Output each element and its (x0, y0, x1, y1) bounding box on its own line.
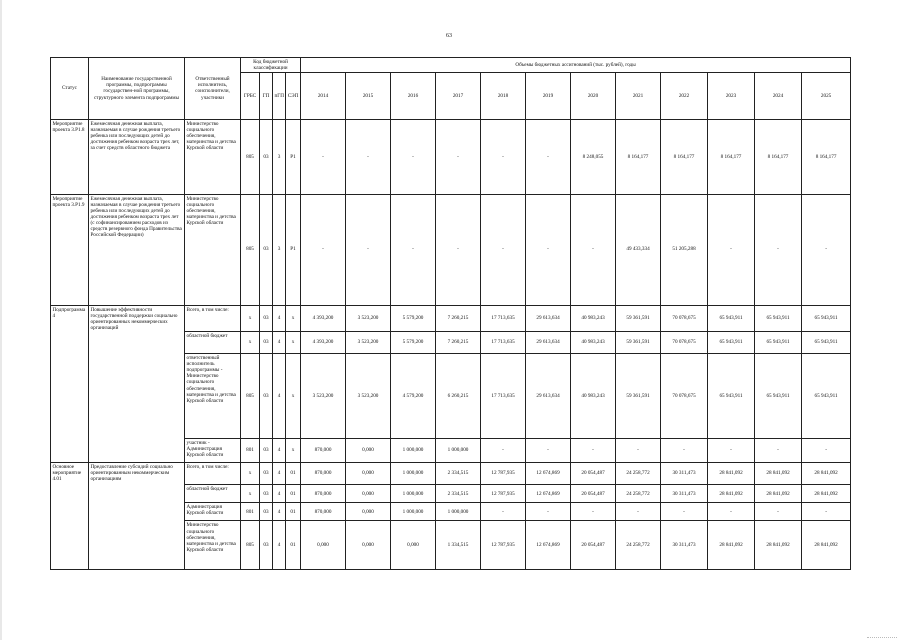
header-budget-volumes: Объемы бюджетных ассигнований (тыс. рублей), годы (301, 58, 851, 73)
executor-cell: Всего, в том числе: (185, 462, 241, 484)
header-name: Наименование государственной программы, подпрограммы государствен-ной программы, структурного элемента подпрограммы (89, 58, 185, 120)
value-cell: 4 393,200 (301, 331, 346, 353)
code-cell: Р1 (286, 119, 301, 194)
value-cell: 40 983,243 (571, 305, 616, 331)
code-cell: х (241, 331, 260, 353)
value-cell: 1 000,000 (391, 462, 436, 484)
value-cell: 65 943,911 (755, 353, 802, 438)
value-cell: - (481, 438, 526, 462)
value-cell: 1 334,515 (436, 521, 481, 570)
code-cell: 01 (286, 503, 301, 521)
value-cell: 1 000,000 (391, 503, 436, 521)
value-cell: - (481, 503, 526, 521)
value-cell: 1 000,000 (391, 485, 436, 503)
value-cell: 65 943,911 (755, 305, 802, 331)
value-cell: 28 841,092 (755, 485, 802, 503)
value-cell: 1 000,000 (391, 438, 436, 462)
code-cell: х (286, 305, 301, 331)
value-cell: - (526, 503, 571, 521)
value-cell: 20 054,487 (571, 521, 616, 570)
value-cell: 20 054,487 (571, 462, 616, 484)
code-cell: 4 (273, 331, 286, 353)
value-cell: - (526, 438, 571, 462)
value-cell: 12 787,935 (481, 521, 526, 570)
value-cell: 12 674,869 (526, 462, 571, 484)
code-cell: 03 (260, 438, 273, 462)
value-cell: 59 361,591 (616, 305, 661, 331)
code-cell: 805 (241, 521, 260, 570)
value-cell: 12 787,935 (481, 462, 526, 484)
value-cell: 65 943,911 (802, 331, 851, 353)
value-cell: - (616, 503, 661, 521)
code-header: пГП (273, 73, 286, 119)
value-cell: 1 000,000 (436, 438, 481, 462)
value-cell: 51 205,288 (661, 194, 708, 305)
value-cell: 2 334,515 (436, 485, 481, 503)
value-cell: 8 164,177 (802, 119, 851, 194)
year-header: 2019 (526, 73, 571, 119)
value-cell: - (755, 438, 802, 462)
scan-edge (0, 0, 2, 640)
name-cell: Предоставление субсидий социально ориентированным некоммерческим организациям (89, 462, 185, 569)
value-cell: 1 000,000 (436, 503, 481, 521)
value-cell: - (708, 194, 755, 305)
status-cell: Мероприятие проекта 3.Р1.8 (51, 119, 89, 194)
value-cell: 70 078,675 (661, 331, 708, 353)
value-cell: 12 674,869 (526, 521, 571, 570)
value-cell: - (802, 438, 851, 462)
value-cell: 49 433,334 (616, 194, 661, 305)
value-cell: 6 260,215 (436, 353, 481, 438)
value-cell: 65 943,911 (708, 331, 755, 353)
value-cell: 30 311,473 (661, 485, 708, 503)
code-cell: 4 (273, 503, 286, 521)
code-cell: 3 (273, 119, 286, 194)
table-row (51, 119, 851, 194)
code-cell: 01 (286, 462, 301, 484)
code-cell: х (241, 305, 260, 331)
value-cell: 7 260,215 (436, 305, 481, 331)
year-header: 2016 (391, 73, 436, 119)
value-cell: 65 943,911 (802, 305, 851, 331)
value-cell: 70 078,675 (661, 353, 708, 438)
code-cell: х (241, 485, 260, 503)
value-cell: 7 260,215 (436, 331, 481, 353)
value-cell: - (755, 194, 802, 305)
value-cell: 24 258,772 (616, 521, 661, 570)
value-cell: 28 841,092 (755, 521, 802, 570)
value-cell: - (391, 119, 436, 194)
value-cell: 0,000 (346, 438, 391, 462)
value-cell: 20 054,487 (571, 485, 616, 503)
value-cell: 17 713,635 (481, 305, 526, 331)
value-cell: 12 787,935 (481, 485, 526, 503)
value-cell: 12 674,869 (526, 485, 571, 503)
header-status: Статус (51, 58, 89, 120)
value-cell: 8 164,177 (755, 119, 802, 194)
value-cell: 59 361,591 (616, 331, 661, 353)
value-cell: 70 078,675 (661, 305, 708, 331)
executor-cell: Администрация Курской области (185, 503, 241, 521)
code-cell: 801 (241, 438, 260, 462)
value-cell: 3 523,200 (301, 353, 346, 438)
code-cell: 01 (286, 521, 301, 570)
year-header: 2021 (616, 73, 661, 119)
value-cell: 40 983,243 (571, 331, 616, 353)
value-cell: - (526, 194, 571, 305)
value-cell: 3 523,200 (346, 331, 391, 353)
page-number: 63 (446, 33, 452, 39)
code-cell: 03 (260, 503, 273, 521)
value-cell: 870,000 (301, 462, 346, 484)
code-header: ГРБС (241, 73, 260, 119)
value-cell: 24 258,772 (616, 462, 661, 484)
code-cell: 03 (260, 194, 273, 305)
year-header: 2020 (571, 73, 616, 119)
value-cell: 8 164,177 (661, 119, 708, 194)
value-cell: - (708, 438, 755, 462)
value-cell: - (526, 119, 571, 194)
value-cell: 870,000 (301, 485, 346, 503)
value-cell: - (481, 194, 526, 305)
value-cell: 28 841,092 (802, 521, 851, 570)
code-cell: 805 (241, 119, 260, 194)
value-cell: - (481, 119, 526, 194)
code-cell: 03 (260, 331, 273, 353)
value-cell: 0,000 (346, 485, 391, 503)
code-cell: 03 (260, 521, 273, 570)
executor-cell: Министерство социального обеспечения, материнства и детства Курской области (185, 194, 241, 305)
value-cell: 28 841,092 (802, 462, 851, 484)
value-cell: - (708, 503, 755, 521)
value-cell: - (571, 438, 616, 462)
value-cell: 17 713,635 (481, 331, 526, 353)
code-cell: 03 (260, 119, 273, 194)
value-cell: 870,000 (301, 438, 346, 462)
value-cell: 59 361,591 (616, 353, 661, 438)
code-cell: 805 (241, 353, 260, 438)
value-cell: - (755, 503, 802, 521)
code-cell: 4 (273, 305, 286, 331)
executor-cell: Министерство социального обеспечения, материнства и детства Курской области (185, 521, 241, 570)
name-cell: Ежемесячная денежная выплата, назначаемая в случае рождения третьего ребенка или последующих детей до достижения ребенком возраста трех лет, за счет средств областного бюджета (89, 119, 185, 194)
code-cell: 03 (260, 305, 273, 331)
code-cell: 03 (260, 485, 273, 503)
code-cell: х (286, 438, 301, 462)
value-cell: 28 841,092 (708, 485, 755, 503)
value-cell: - (616, 438, 661, 462)
year-header: 2018 (481, 73, 526, 119)
value-cell: - (301, 194, 346, 305)
executor-cell: Всего, в том числе: (185, 305, 241, 331)
code-cell: х (286, 331, 301, 353)
scan-artifact (867, 634, 897, 638)
budget-table (50, 57, 851, 570)
value-cell: 3 523,200 (346, 353, 391, 438)
value-cell: 0,000 (346, 521, 391, 570)
status-cell: Подпрограмма 4 (51, 305, 89, 462)
code-header: СЭП (286, 73, 301, 119)
status-cell: Мероприятие проекта 3.Р1.9 (51, 194, 89, 305)
value-cell: 30 311,473 (661, 462, 708, 484)
value-cell: 17 713,635 (481, 353, 526, 438)
value-cell: 28 841,092 (802, 485, 851, 503)
code-cell: 4 (273, 462, 286, 484)
code-cell: х (241, 462, 260, 484)
code-cell: 805 (241, 194, 260, 305)
year-header: 2023 (708, 73, 755, 119)
value-cell: 28 841,092 (708, 521, 755, 570)
value-cell: - (346, 119, 391, 194)
executor-cell: Министерство социального обеспечения, материнства и детства Курской области (185, 119, 241, 194)
name-cell: Ежемесячная денежная выплата, назначаемая в случае рождения третьего ребенка или последующих детей до достижения ребенком возраста трех лет (с софинансированием расходов из средств резервного фонда Правительства Российской Федерации) (89, 194, 185, 305)
value-cell: 28 841,092 (755, 462, 802, 484)
code-header: ГП (260, 73, 273, 119)
value-cell: - (661, 503, 708, 521)
value-cell: 2 334,515 (436, 462, 481, 484)
value-cell: 5 579,200 (391, 331, 436, 353)
year-header: 2015 (346, 73, 391, 119)
year-header: 2022 (661, 73, 708, 119)
value-cell: 5 579,200 (391, 305, 436, 331)
executor-cell: участник - Администрация Курской области (185, 438, 241, 462)
value-cell: 8 164,177 (708, 119, 755, 194)
value-cell: 0,000 (346, 503, 391, 521)
value-cell: 0,000 (301, 521, 346, 570)
value-cell: 28 841,092 (708, 462, 755, 484)
value-cell: 65 943,911 (708, 353, 755, 438)
value-cell: - (571, 503, 616, 521)
year-header: 2014 (301, 73, 346, 119)
value-cell: 8 248,055 (571, 119, 616, 194)
value-cell: - (802, 194, 851, 305)
executor-cell: областной бюджет (185, 485, 241, 503)
name-cell: Повышение эффективности государственной поддержки социально ориентированных некоммерческих организаций (89, 305, 185, 462)
value-cell: 65 943,911 (802, 353, 851, 438)
value-cell: - (802, 503, 851, 521)
value-cell: 24 258,772 (616, 485, 661, 503)
value-cell: - (346, 194, 391, 305)
year-header: 2024 (755, 73, 802, 119)
table-row (51, 194, 851, 305)
code-cell: 4 (273, 438, 286, 462)
value-cell: - (571, 194, 616, 305)
code-cell: 03 (260, 462, 273, 484)
code-cell: 4 (273, 521, 286, 570)
value-cell: - (391, 194, 436, 305)
table-row (51, 305, 851, 331)
code-cell: 3 (273, 194, 286, 305)
value-cell: 3 523,200 (346, 305, 391, 331)
value-cell: 29 613,634 (526, 353, 571, 438)
code-cell: х (286, 353, 301, 438)
year-header: 2017 (436, 73, 481, 119)
value-cell: 65 943,911 (708, 305, 755, 331)
value-cell: - (301, 119, 346, 194)
header-executor: Ответственный исполнитель, соисполнители, участники (185, 58, 241, 120)
value-cell: 29 613,634 (526, 331, 571, 353)
value-cell: 870,000 (301, 503, 346, 521)
value-cell: - (436, 119, 481, 194)
value-cell: 8 164,177 (616, 119, 661, 194)
code-cell: 4 (273, 485, 286, 503)
code-cell: 01 (286, 485, 301, 503)
code-cell: Р1 (286, 194, 301, 305)
executor-cell: ответственный исполнитель подпрограммы - Министерство социального обеспечения, материнства и детства Курской области (185, 353, 241, 438)
year-header: 2025 (802, 73, 851, 119)
header-budget-code: Код бюджетной классификации (241, 58, 301, 73)
value-cell: 40 983,243 (571, 353, 616, 438)
status-cell: Основное мероприятие 4.01 (51, 462, 89, 569)
value-cell: 65 943,911 (755, 331, 802, 353)
value-cell: - (436, 194, 481, 305)
code-cell: 801 (241, 503, 260, 521)
value-cell: 30 311,473 (661, 521, 708, 570)
value-cell: 29 613,634 (526, 305, 571, 331)
executor-cell: областной бюджет (185, 331, 241, 353)
value-cell: 4 579,200 (391, 353, 436, 438)
value-cell: 0,000 (391, 521, 436, 570)
value-cell: 4 393,200 (301, 305, 346, 331)
value-cell: 0,000 (346, 462, 391, 484)
code-cell: 03 (260, 353, 273, 438)
value-cell: - (661, 438, 708, 462)
table-row (51, 462, 851, 484)
code-cell: 4 (273, 353, 286, 438)
